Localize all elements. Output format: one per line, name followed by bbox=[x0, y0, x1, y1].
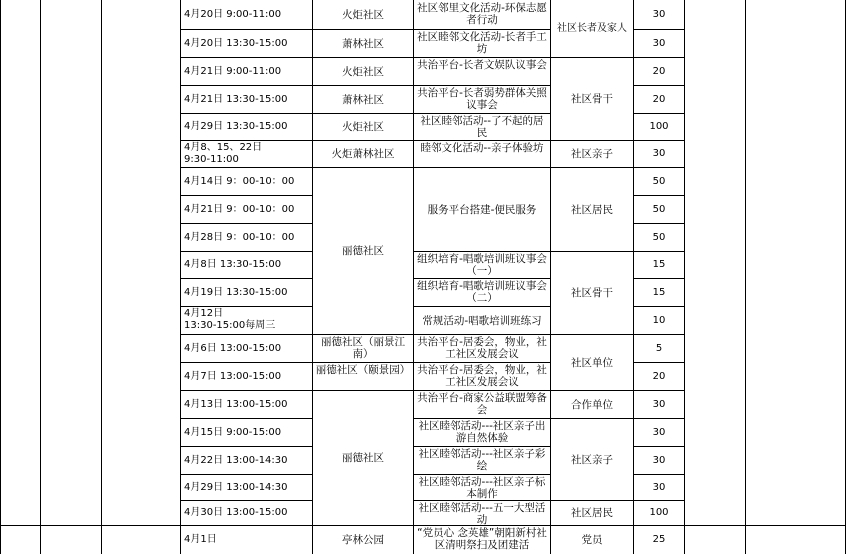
count-cell: 30 bbox=[652, 454, 666, 466]
place-cell: 火炬社区 bbox=[342, 121, 384, 133]
date-cell: 4月1日 bbox=[184, 534, 217, 545]
target-cell: 合作单位 bbox=[571, 398, 613, 411]
target-cell: 社区长者及家人 bbox=[557, 23, 627, 34]
count-cell: 30 bbox=[652, 37, 666, 49]
activity-cell: 社区睦邻活动---五一大型活动 bbox=[418, 502, 546, 525]
activity-cell: 睦邻文化活动--亲子体验坊 bbox=[420, 142, 544, 154]
date-cell: 4月21日 9:00-11:00 bbox=[184, 65, 282, 77]
count-cell: 100 bbox=[649, 121, 669, 132]
place-cell: 火炬社区 bbox=[342, 65, 384, 78]
count-cell: 15 bbox=[652, 286, 666, 298]
target-cell: 社区亲子 bbox=[571, 148, 613, 160]
count-cell: 20 bbox=[652, 93, 666, 105]
activity-cell: 组织培育-唱歌培训班议事会（一） bbox=[417, 253, 547, 277]
place-cell: 丽德社区（丽景江南） bbox=[321, 336, 405, 360]
date-cell: 4月6日 13:00-15:00 bbox=[184, 342, 282, 354]
date-cell: 4月20日 9:00-11:00 bbox=[184, 9, 282, 20]
activity-cell: 服务平台搭建-便民服务 bbox=[427, 203, 537, 216]
activity-cell: 社区睦邻活动--了不起的居民 bbox=[420, 115, 544, 139]
place-cell: 火炬萧林社区 bbox=[331, 148, 395, 160]
count-cell: 20 bbox=[652, 370, 666, 382]
target-cell: 社区骨干 bbox=[571, 93, 613, 105]
date-cell: 4月8日 13:30-15:00 bbox=[184, 259, 282, 270]
count-cell: 30 bbox=[652, 148, 666, 159]
activity-cell: 社区邻里文化活动-环保志愿者行动 bbox=[417, 2, 547, 26]
count-cell: 100 bbox=[649, 507, 669, 518]
count-cell: 30 bbox=[652, 481, 666, 493]
date-cell: 4月21日 13:30-15:00 bbox=[184, 93, 288, 105]
date-cell: 4月15日 9:00-15:00 bbox=[184, 426, 282, 438]
place-cell: 萧林社区 bbox=[342, 93, 384, 106]
activity-cell: “党员心 念英雄”朝阳新村社区清明祭扫及团建活 bbox=[417, 527, 547, 551]
count-cell: 30 bbox=[652, 398, 666, 410]
count-cell: 30 bbox=[652, 9, 666, 20]
activity-cell: 共治平台-商家公益联盟筹备会 bbox=[417, 392, 547, 416]
date-cell: 4月22日 13:00-14:30 bbox=[184, 454, 288, 466]
activity-cell: 组织培育-唱歌培训班议事会（二） bbox=[417, 280, 547, 304]
place-cell: 丽德社区 bbox=[342, 245, 384, 257]
date-cell: 4月21日 9：00-10：00 bbox=[184, 203, 295, 215]
date-cell: 4月30日 13:00-15:00 bbox=[184, 507, 288, 518]
target-cell: 社区居民 bbox=[571, 203, 613, 216]
date-cell: 4月29日 13:30-15:00 bbox=[184, 121, 288, 132]
place-cell: 萧林社区 bbox=[342, 37, 384, 50]
date-cell: 4月7日 13:00-15:00 bbox=[184, 370, 282, 382]
date-cell: 4月20日 13:30-15:00 bbox=[184, 37, 288, 49]
date-cell bbox=[181, 141, 312, 167]
activity-cell: 共治平台-居委会，物业，社工社区发展会议 bbox=[417, 364, 547, 388]
activity-cell: 共治平台-长者文娱队议事会 bbox=[417, 59, 547, 71]
activity-cell: 共治平台-长者弱势群体关照议事会 bbox=[417, 87, 547, 111]
activity-cell: 共治平台-居委会，物业，社工社区发展会议 bbox=[417, 336, 547, 360]
date-line: 13:30-15:00每周三 bbox=[184, 320, 276, 331]
count-cell: 15 bbox=[652, 259, 666, 270]
target-cell: 社区骨干 bbox=[571, 287, 613, 299]
date-line: 9:30-11:00 bbox=[184, 154, 239, 165]
date-cell: 4月14日 9：00-10：00 bbox=[184, 175, 295, 187]
count-cell: 5 bbox=[655, 342, 663, 354]
date-cell: 4月13日 13:00-15:00 bbox=[184, 398, 288, 410]
date-line: 4月12日 bbox=[184, 308, 224, 319]
target-cell: 社区亲子 bbox=[571, 453, 613, 466]
count-cell: 20 bbox=[652, 65, 666, 77]
date-cell: 4月19日 13:30-15:00 bbox=[184, 286, 288, 298]
count-cell: 25 bbox=[652, 534, 666, 545]
date-cell: 4月28日 9：00-10：00 bbox=[184, 231, 295, 243]
count-cell: 50 bbox=[652, 231, 666, 243]
activity-cell: 社区睦邻活动---社区亲子彩绘 bbox=[418, 448, 546, 472]
activity-cell: 社区睦邻文化活动-长者手工坊 bbox=[417, 31, 547, 55]
date-cell: 4月29日 13:00-14:30 bbox=[184, 481, 288, 493]
place-cell: 亭林公园 bbox=[342, 534, 384, 546]
date-line: 4月8、15、22日 bbox=[184, 142, 263, 153]
place-cell: 火炬社区 bbox=[342, 9, 384, 21]
target-cell: 社区单位 bbox=[571, 356, 613, 369]
activity-cell: 社区睦邻活动---社区亲子标本制作 bbox=[418, 476, 546, 500]
target-cell: 党员 bbox=[581, 534, 603, 546]
date-cell bbox=[181, 307, 312, 334]
place-cell: 丽德社区 bbox=[342, 452, 384, 464]
place-cell: 丽德社区（颐景园） bbox=[315, 364, 411, 376]
count-cell: 30 bbox=[652, 426, 666, 438]
activity-cell: 社区睦邻活动---社区亲子出游自然体验 bbox=[418, 420, 546, 444]
activity-cell: 常规活动-唱歌培训班练习 bbox=[422, 314, 542, 327]
count-cell: 10 bbox=[652, 314, 666, 326]
target-cell: 社区居民 bbox=[571, 507, 613, 519]
count-cell: 50 bbox=[652, 203, 666, 215]
count-cell: 50 bbox=[652, 175, 666, 187]
